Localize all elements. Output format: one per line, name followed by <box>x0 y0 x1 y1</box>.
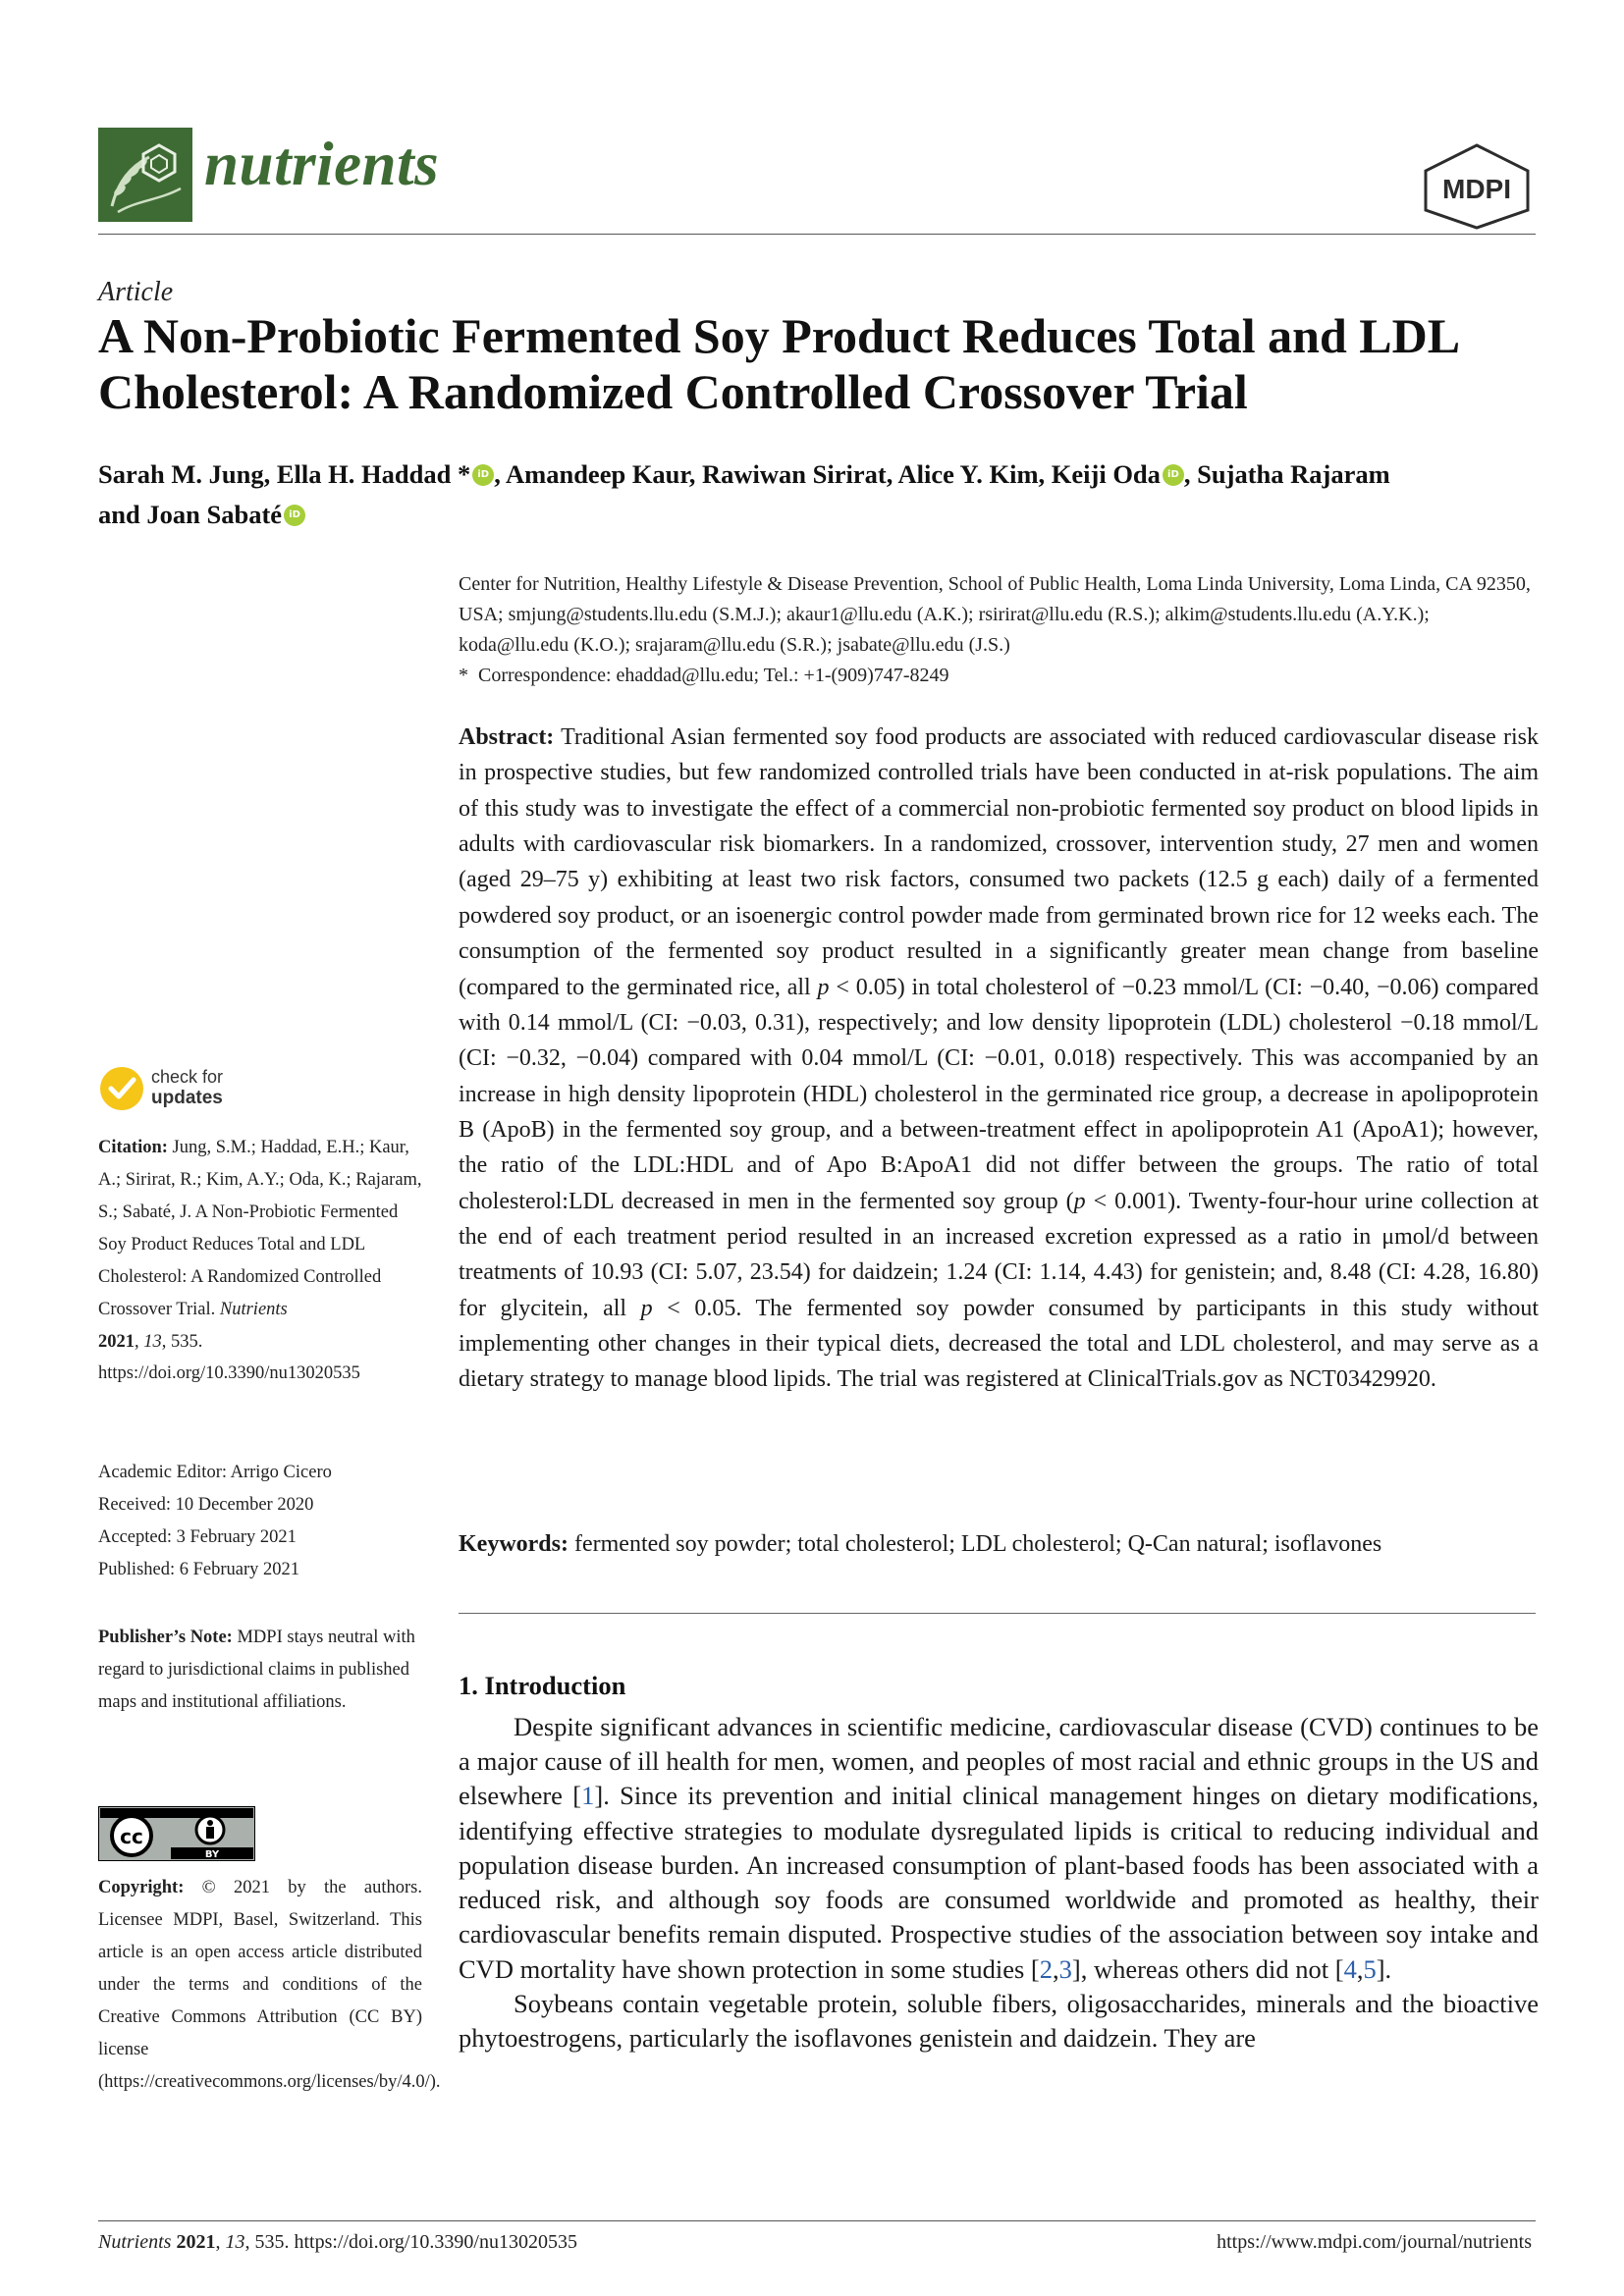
keywords-label: Keywords: <box>459 1531 568 1557</box>
correspondence-text: * Correspondence: ehaddad@llu.edu; Tel.: +1-(909)747-8249 <box>459 665 949 686</box>
citation-journal: Nutrients <box>219 1299 288 1319</box>
journal-name: nutrients <box>204 130 440 198</box>
orcid-icon[interactable]: iD <box>284 505 305 526</box>
section-heading: 1. Introduction <box>459 1671 626 1700</box>
footer-volume: 13 <box>225 2231 245 2253</box>
intro-text: ], whereas others did not [ <box>1071 1953 1344 1984</box>
intro-text: ]. <box>1376 1953 1392 1984</box>
publisher-note-body: MDPI stays neutral with regard to jurisdictional claims in published maps and institutional affiliations. <box>98 1628 415 1712</box>
published-date: Published: 6 February 2021 <box>98 1559 300 1579</box>
reference-link[interactable]: 4 <box>1343 1953 1357 1984</box>
orcid-icon[interactable]: iD <box>472 464 494 486</box>
author-list <box>98 454 1542 535</box>
affiliation-block <box>459 569 1539 691</box>
dates-block <box>98 1457 422 1586</box>
received-date: Received: 10 December 2020 <box>98 1494 314 1515</box>
citation-volume: 13 <box>143 1331 162 1352</box>
article-title: A Non-Probiotic Fermented Soy Product Reduces Total and LDL Cholesterol: A Randomized Controlled Crossover Trial <box>98 308 1458 419</box>
cc-text: cc <box>120 1825 143 1848</box>
abstract-text-1: Traditional Asian fermented soy food products are associated with reduced cardiovascular disease risk in prospective studies, but few randomized controlled trials have been conducted in at-risk populations. The aim of this study was to investigate the effect of a commercial non-probiotic fermented soy product on blood lipids in adults with cardiovascular risk biomarkers. In a randomized, crossover, intervention study, 27 men and women (aged 29–75 y) exhibiting at least two risk factors, consumed two packets (12.5 g each) daily of a fermented powdered soy product, or an isoenergic control powder made from germinated brown rice for 12 weeks each. The consumption of the fermented soy product resulted in a significantly greater mean change from baseline (compared to the germinated rice, all <box>459 724 1539 1000</box>
reference-link[interactable]: 3 <box>1058 1953 1072 1984</box>
check-for-updates-button[interactable] <box>98 1065 255 1114</box>
article-type: Article <box>98 277 174 307</box>
citation-year: 2021 <box>98 1331 135 1352</box>
intro-text: , <box>1053 1953 1059 1984</box>
copyright-label: Copyright: <box>98 1878 185 1897</box>
academic-editor: Academic Editor: Arrigo Cicero <box>98 1463 332 1482</box>
footer-doi[interactable]: , 535. https://doi.org/10.3390/nu13020535 <box>244 2231 577 2253</box>
affiliation-text: Center for Nutrition, Healthy Lifestyle & Disease Prevention, School of Public Health, Loma Linda University, Loma Linda, CA 92350, USA; smjung@students.llu.edu (S.M.J.); akaur1@llu.edu (A.K.); rsirirat@llu.edu (R.S.); alkim@students.llu.edu (A.Y.K.); koda@llu.edu (K.O.); srajaram@llu.edu (S.R.); jsabate@llu.edu (J.S.) <box>459 573 1531 656</box>
copyright-body: © 2021 by the authors. Licensee MDPI, Basel, Switzerland. This article is an open access article distributed under the terms and conditions of the Creative Commons Attribution (CC BY) license (https://creativecommons.org/licenses/by/4.0/). <box>98 1878 441 2092</box>
copyright-block <box>98 1872 441 2098</box>
intro-text: Despite significant advances in scientific medicine, cardiovascular disease (CVD) continues to be a major cause of ill health for men, women, and peoples of most racial and ethnic groups in the US and elsewhere [ <box>459 1712 1539 1811</box>
reference-link[interactable]: 5 <box>1363 1953 1377 1984</box>
check-updates-icon <box>98 1065 145 1112</box>
footer-divider <box>98 2220 1536 2221</box>
intro-paragraph: Soybeans contain vegetable protein, soluble fibers, oligosaccharides, minerals and the bioactive phytoestrogens, particularly the isoflavones genistein and daidzein. They are <box>459 1988 1539 2054</box>
check-updates-text <box>151 1067 223 1109</box>
intro-text: ]. Since its prevention and initial clinical management hinges on dietary modifications, identifying effective strategies to modulate dysregulated lipids is critical to reducing individual and population disease burden. An increased consumption of plant-based foods has been associated with a reduced risk, and although soy foods are consumed worldwide and promoted as healthy, their cardiovascular benefits remain disputed. Prospective studies of the association between soy intake and CVD mortality have shown protection in some studies [ <box>459 1781 1539 1984</box>
journal-logo-icon <box>98 128 192 222</box>
intro-text: , <box>1356 1953 1364 1984</box>
copyright-text <box>98 1872 441 2098</box>
by-text: BY <box>204 1849 220 1860</box>
citation-block <box>98 1132 422 1390</box>
abstract-text-2: < 0.05) in total cholesterol of −0.23 mmol/L (CI: −0.40, −0.06) compared with 0.14 mmol/L (CI: −0.03, 0.31), respectively; and low density lipoprotein (LDL) cholesterol −0.18 mmol/L (CI: −0.32, −0.04) compared with 0.04 mmol/L (CI: −0.01, 0.018) respectively. This was accompanied by an increase in high density lipoprotein (HDL) cholesterol in the germinated rice group, a decrease in apolipoprotein B (ApoB) in the fermented soy group, and a between-treatment effect in apolipoprotein A1 (ApoA1); however, the ratio of the LDL:HDL and of Apo B:ApoA1 did not differ between the groups. The ratio of total cholesterol:LDL decreased in men in the fermented soy group ( <box>459 974 1539 1214</box>
publisher-note-label: Publisher’s Note: <box>98 1628 233 1647</box>
keywords <box>459 1531 1539 1558</box>
accepted-date: Accepted: 3 February 2021 <box>98 1526 297 1547</box>
reference-link[interactable]: 2 <box>1039 1953 1053 1984</box>
p-value-symbol: p <box>817 974 830 1000</box>
abstract <box>459 720 1539 1398</box>
check-updates-line2: updates <box>151 1087 223 1108</box>
reference-link[interactable]: 1 <box>581 1781 595 1811</box>
footer-year: 2021 <box>176 2231 216 2253</box>
abstract-label: Abstract: <box>459 724 555 750</box>
section-divider <box>459 1613 1536 1614</box>
authors-part-2: , Amandeep Kaur, Rawiwan Sirirat, Alice Y. Kim, Keiji Oda <box>494 459 1161 489</box>
orcid-icon[interactable]: iD <box>1163 464 1184 486</box>
authors-part-4: and Joan Sabaté <box>98 500 283 530</box>
citation-body: Jung, S.M.; Haddad, E.H.; Kaur, A.; Sirirat, R.; Kim, A.Y.; Oda, K.; Rajaram, S.; Sabaté, J. A Non-Probiotic Fermented Soy Product Reduces Total and LDL Cholesterol: A Randomized Controlled Crossover Trial. <box>98 1138 422 1319</box>
journal-header <box>98 128 1536 226</box>
publisher-note-text <box>98 1622 422 1719</box>
introduction-body <box>459 1710 1539 2056</box>
intro-paragraph <box>459 1710 1539 1987</box>
mdpi-logo-text: MDPI <box>1442 174 1511 204</box>
abstract-text-3: < 0.001). Twenty-four-hour urine collection at the end of each treatment period resulted in an increased excretion expressed as a ratio in μmol/d between treatments of 10.93 (CI: 5.07, 23.54) for daidzein; 1.24 (CI: 1.14, 4.43) for genistein; and, 8.48 (CI: 4.28, 16.80) for glycitein, all <box>459 1188 1539 1321</box>
header-divider <box>98 234 1536 235</box>
abstract-text-4: < 0.05. The fermented soy powder consumed by participants in this study without implementing other changes in their typical diets, decreased the total and LDL cholesterol, and may serve as a dietary strategy to manage blood lipids. The trial was registered at ClinicalTrials.gov as NCT03429920. <box>459 1295 1540 1393</box>
authors-part-1: Sarah M. Jung, Ella H. Haddad * <box>98 459 471 489</box>
citation-doi[interactable]: , 535. https://doi.org/10.3390/nu13020535 <box>98 1331 360 1384</box>
check-updates-line1: check for <box>151 1067 224 1087</box>
citation-label: Citation: <box>98 1138 168 1157</box>
cc-by-license-icon[interactable] <box>98 1806 255 1861</box>
keywords-text: fermented soy powder; total cholesterol; LDL cholesterol; Q-Can natural; isoflavones <box>568 1531 1382 1557</box>
publisher-note <box>98 1622 422 1719</box>
footer-journal-url[interactable]: https://www.mdpi.com/journal/nutrients <box>1217 2231 1532 2253</box>
mdpi-logo-icon <box>1418 141 1536 230</box>
p-value-symbol: p <box>1073 1188 1086 1214</box>
p-value-symbol: p <box>640 1295 653 1321</box>
footer-journal: Nutrients <box>98 2231 172 2253</box>
authors-part-3: , Sujatha Rajaram <box>1183 459 1390 489</box>
footer-citation: Nutrients 2021, 13, 535. https://doi.org/10.3390/nu13020535 <box>98 2231 577 2253</box>
citation-text: Citation: Jung, S.M.; Haddad, E.H.; Kaur, A.; Sirirat, R.; Kim, A.Y.; Oda, K.; Rajaram, S.; Sabaté, J. A Non-Probiotic Fermented Soy Product Reduces Total and LDL Cholesterol: A Randomized Controlled Crossover Trial. Nutrients 2021, 13, 535. https://doi.org/10.3390/nu13020535 <box>98 1138 422 1384</box>
